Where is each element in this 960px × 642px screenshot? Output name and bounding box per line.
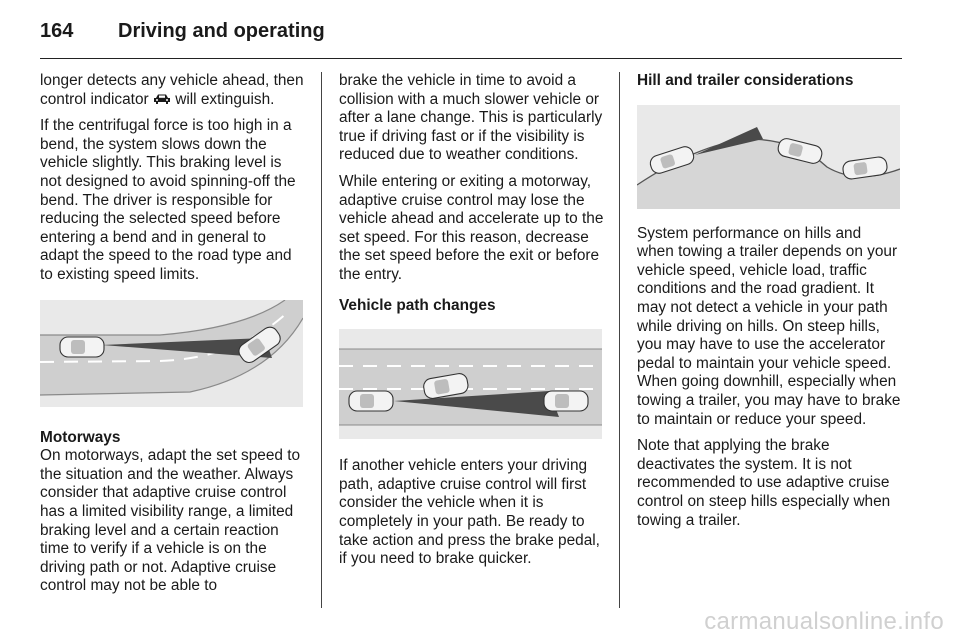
vehicle-ahead-indicator-icon	[153, 93, 171, 105]
paragraph: If the centrifugal force is too high in a bend, the system slows down the vehicle slightly. This braking level is not designed to avoid spinning-off the bend. The driver is responsible for reducing the selected speed before entering a bend and in general to adapt the speed to the road type and to existing speed limits.	[40, 117, 296, 283]
paragraph: brake the vehicle in time to avoid a collision with a much slower vehicle or after a lane change. This is particularly true if driving fast or if the visibility is reduced due to weather conditions.	[339, 72, 603, 164]
watermark: carmanualsonline.info	[704, 608, 944, 635]
column-divider	[619, 72, 620, 608]
section-title: Driving and operating	[118, 20, 325, 42]
paragraph: If another vehicle enters your driving path, adaptive cruise control will first consider the vehicle when it is completely in your path. Be ready to take action and press the brake pedal, if you need to brake quicker.	[339, 457, 600, 568]
illustration-hills	[637, 105, 900, 209]
section-heading: Motorways	[40, 428, 121, 446]
paragraph: Note that applying the brake deactivates the system. It is not recommended to use adaptive cruise control on steep hills especially when towing a trailer.	[637, 437, 891, 529]
page-number: 164	[40, 20, 74, 42]
text-fragment: longer detects any vehicle ahead, then control indicator	[40, 72, 304, 108]
paragraph: System performance on hills and when towing a trailer depends on your vehicle speed, vehicle load, traffic conditions and the road gradient. It may not detect a vehicle in your path while driving on hills. On steep hills, you may have to use the accelerator pedal to maintain your vehicle speed. When going downhill, especially when towing a trailer, you may have to brake to maintain or reduce your speed.	[637, 224, 901, 428]
text-fragment: will extinguish.	[170, 90, 275, 108]
section-heading: Vehicle path changes	[339, 296, 496, 314]
illustration-path-change	[339, 329, 602, 439]
column-left	[40, 72, 305, 608]
paragraph: While entering or exiting a motorway, adaptive cruise control may lose the vehicle ahead and accelerate up to the set speed. For this reason, decrease the set speed before the exit or before the entry.	[339, 172, 604, 283]
column-divider	[321, 72, 322, 608]
paragraph: On motorways, adapt the set speed to the situation and the weather. Always consider that adaptive cruise control has a limited visibility range, a limited braking level and a certain reaction time to verify if a vehicle is on the driving path or not. Adaptive cruise control may not be able to	[40, 447, 301, 595]
column-right	[637, 72, 902, 608]
section-heading: Hill and trailer considerations	[637, 72, 854, 89]
paragraph	[40, 72, 305, 109]
illustration-bend	[40, 300, 303, 407]
column-middle	[339, 72, 604, 608]
page-header	[40, 18, 902, 59]
